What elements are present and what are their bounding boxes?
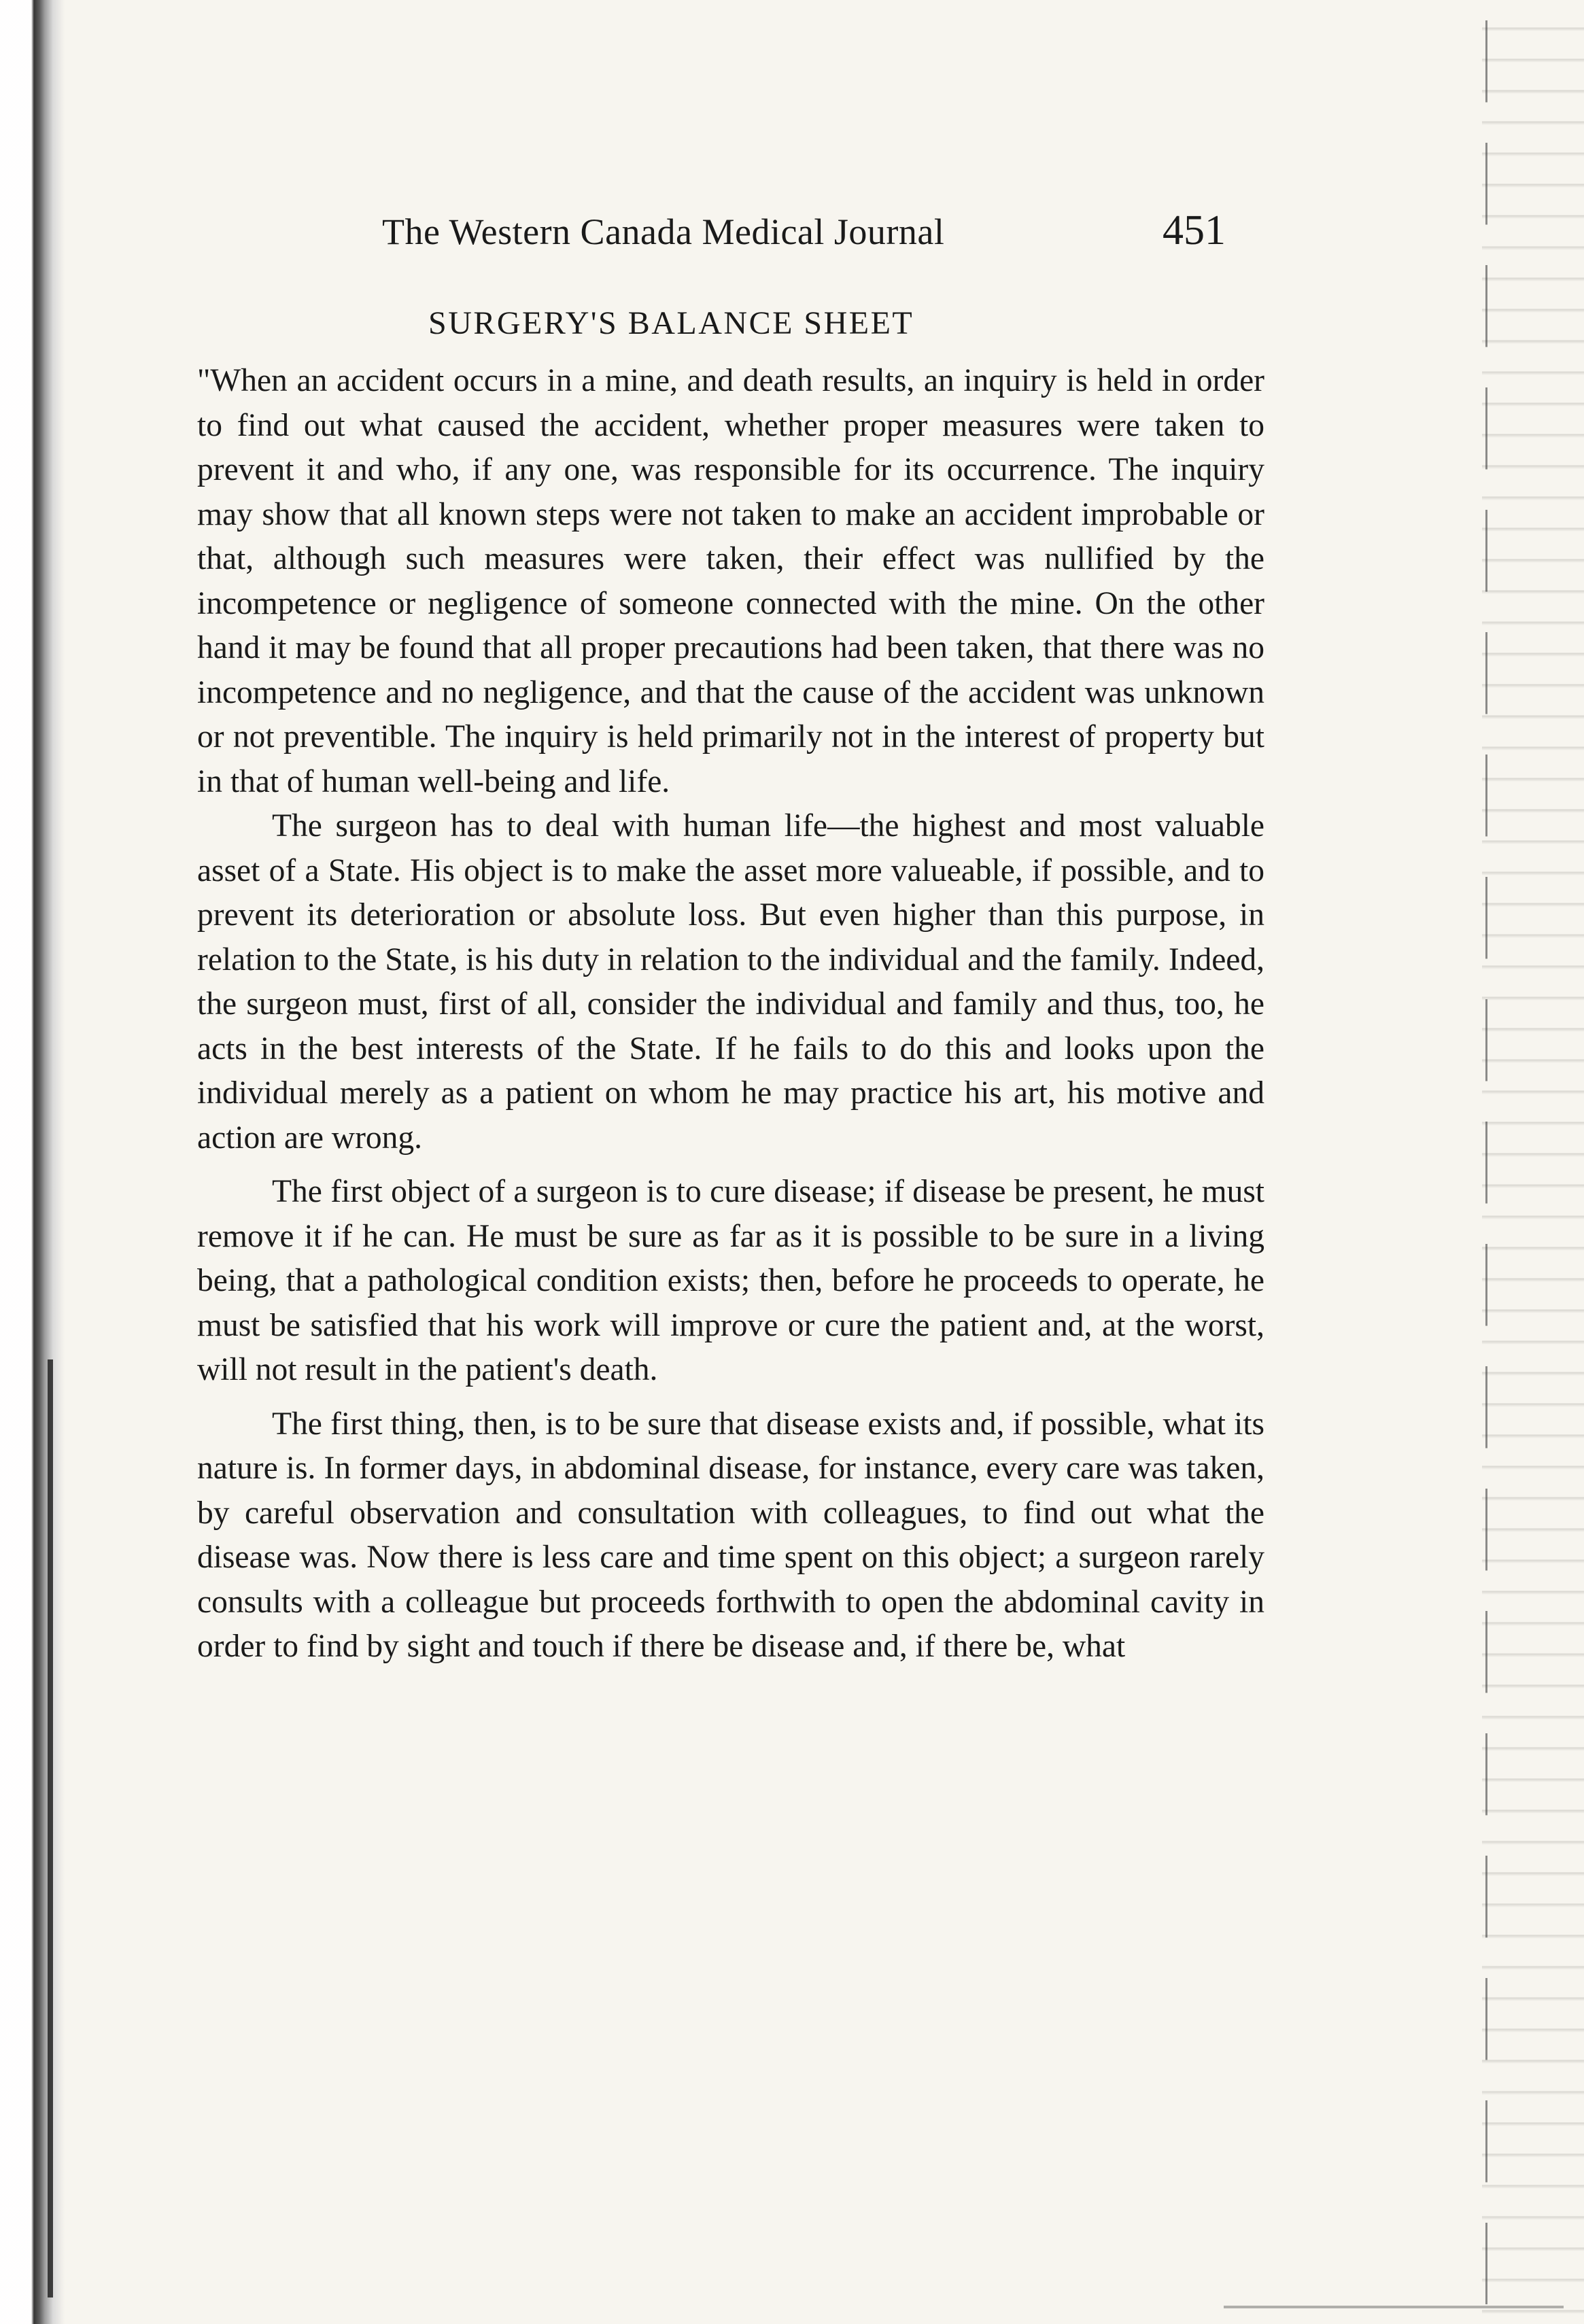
binding-shadow [48, 1359, 53, 2297]
paragraph-3: The first object of a surgeon is to cure disease; if disease be present, he must remove it if he can. He must be sure as far as it is possible to be sure in a living being, that a pathological condition exists; then, before he proceeds to operate, he must be satisfied that his work will improve or cure the patient and, at the worst, will not result in the patient's death. [197, 1174, 1264, 1387]
page-number: 451 [1163, 207, 1226, 254]
paragraph-1: "When an accident occurs in a mine, and death results, an inquiry is held in order to find out what caused the accident, whether proper measures were taken to prevent it and who, if any one, was responsible for its occurrence. The inquiry may show that all known steps were not taken to make an accident improbable or that, although such measures were taken, their effect was nullified by the incompetence or negligence of someone connected with the mine. On the other hand it may be found that all proper precautions had been taken, that there was no incompetence and no negligence, and that the cause of the accident was unknown or not preventible. The inquiry is held primarily not in the interest of property but in that of human well-being and life. [197, 363, 1264, 799]
article-title: SURGERY'S BALANCE SHEET [428, 305, 914, 341]
binding-edge [0, 0, 65, 2324]
page-edge-line [1485, 20, 1487, 2304]
journal-title: The Western Canada Medical Journal [382, 211, 945, 252]
paragraph-2: The surgeon has to deal with human life—the highest and most valuable asset of a State. His object is to make the asset more valueable, if possible, and to prevent its deterioration or absolute loss. But even higher than this purpose, in relation to the State, is his duty in relation to the individual and the family. Indeed, the surgeon must, first of all, consider the individual and family and thus, too, he acts in the best interests of the State. If he fails to do this and looks upon the individual merely as a patient on whom he may practice his art, his motive and action are wrong. [197, 808, 1264, 1156]
next-page-edge [1482, 0, 1584, 2324]
paragraph-4: The first thing, then, is to be sure that disease exists and, if possible, what its nature is. In former days, in abdominal disease, for instance, every care was taken, by careful observation and consultation with colleagues, to find out what the disease was. Now there is less care and time spent on this object; a surgeon rarely consults with a colleague but proceeds forthwith to open the abdominal cavity in order to find by sight and touch if there be disease and, if there be, what [197, 1406, 1264, 1664]
bottom-edge-line [1224, 2306, 1564, 2308]
article-body [197, 359, 1264, 1669]
running-head [382, 204, 1266, 272]
